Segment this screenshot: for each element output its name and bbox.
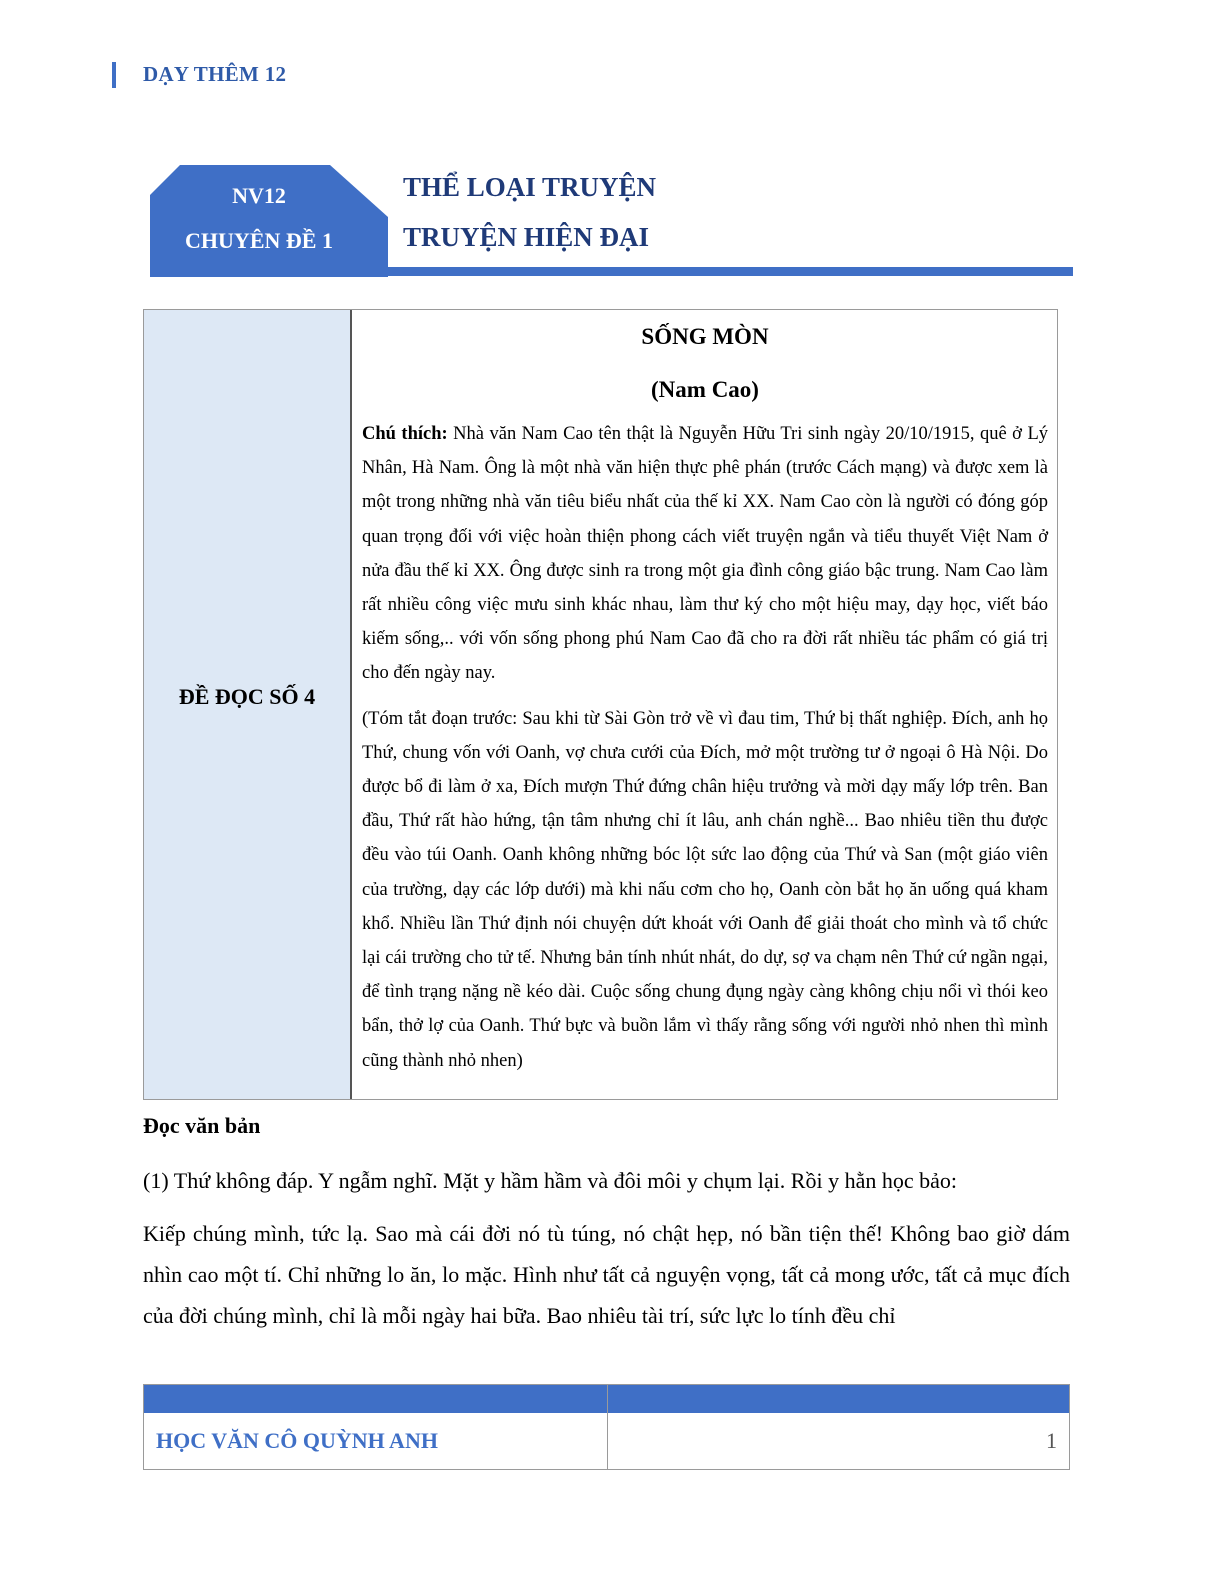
reading-box-label-cell	[144, 310, 352, 1099]
footer	[143, 1384, 1070, 1470]
footer-divider	[607, 1385, 608, 1469]
previous-summary: (Tóm tắt đoạn trước: Sau khi từ Sài Gòn trở về vì đau tim, Thứ bị thất nghiệp. Đích, anh họ Thứ, chung vốn với Oanh, vợ chưa cưới của Đích, mở một trường tư ở ngoại ô Hà Nội. Do được bổ đi làm ở xa, Đích mượn Thứ đứng chân hiệu trưởng và mời dạy mấy lớp trên. Ban đầu, Thứ rất hào hứng, tận tâm nhưng chỉ ít lâu, anh chán nghề... Bao nhiêu tiền thu được đều vào túi Oanh. Oanh không những bóc lột sức lao động của Thứ và San (một giáo viên của trường, dạy các lớp dưới) mà khi nấu cơm cho họ, Oanh còn bắt họ ăn uống quá kham khổ. Nhiều lần Thứ định nói chuyện dứt khoát với Oanh để giải thoát cho mình và tổ chức lại cái trường cho tử tế. Nhưng bản tính nhút nhát, do dự, sợ va chạm nên Thứ cứ ngần ngại, để tình trạng nặng nề kéo dài. Cuộc sống chung đụng ngày càng không chịu nổi vì thói keo bẩn, thở lợ của Oanh. Thứ bực và buồn lắm vì thấy rằng sống với người nhỏ nhen thì mình cũng thành nhỏ nhen)	[362, 708, 1048, 1071]
author-note	[362, 417, 1048, 691]
work-title: SỐNG MÒN	[641, 324, 769, 349]
note-text: Nhà văn Nam Cao tên thật là Nguyễn Hữu Tri sinh ngày 20/10/1915, quê ở Lý Nhân, Hà Nam. Ông là một nhà văn hiện thực phê phán (trước Cách mạng) và được xem là một trong những nhà văn tiêu biểu nhất của thế kỉ XX. Nam Cao còn là người có đóng góp quan trọng đối với việc hoàn thiện phong cách viết truyện ngắn và tiểu thuyết Việt Nam ở nửa đầu thế kỉ XX. Ông được sinh ra trong một gia đình công giáo bậc trung. Nam Cao làm rất nhiều công việc mưu sinh khác nhau, làm thư ký cho một hiệu may, dạy học, viết báo kiếm sống,.. với vốn sống phong phú Nam Cao đã cho ra đời rất nhiều tác phẩm có giá trị cho đến ngày nay.	[362, 424, 1048, 684]
reading-box	[143, 309, 1058, 1100]
topic-badge	[150, 165, 388, 277]
page-title-line-2: TRUYỆN HIỆN ĐẠI	[403, 222, 650, 252]
header-accent-bar	[112, 62, 116, 88]
footer-author: HỌC VĂN CÔ QUỲNH ANH	[156, 1428, 438, 1453]
note-label: Chú thích:	[362, 424, 448, 444]
title-underline	[388, 267, 1073, 276]
badge-line-1: NV12	[232, 183, 286, 208]
work-author: (Nam Cao)	[651, 377, 759, 402]
header-title: DẠY THÊM 12	[143, 62, 287, 86]
page-number: 1	[1046, 1428, 1057, 1453]
body-paragraph-2: Kiếp chúng mình, tức lạ. Sao mà cái đời nó tù túng, nó chật hẹp, nó bần tiện thế! Không bao giờ dám nhìn cao một tí. Chỉ những lo ăn, lo mặc. Hình như tất cả nguyện vọng, tất cả mong ước, tất cả mục đích của đời chúng mình, chỉ là mỗi ngày hai bữa. Bao nhiêu tài trí, sức lực lo tính đều chỉ	[143, 1221, 1070, 1328]
reading-number-label: ĐỀ ĐỌC SỐ 4	[178, 684, 316, 709]
reading-box-content	[362, 310, 1048, 1078]
badge-line-2: CHUYÊN ĐỀ 1	[185, 228, 333, 253]
body-paragraph-1: (1) Thứ không đáp. Y ngẫm nghĩ. Mặt y hầm hầm và đôi môi y chụm lại. Rồi y hằn học bảo:	[143, 1168, 957, 1193]
page-title-line-1: THỂ LOẠI TRUYỆN	[403, 172, 657, 202]
section-heading: Đọc văn bản	[143, 1113, 261, 1138]
